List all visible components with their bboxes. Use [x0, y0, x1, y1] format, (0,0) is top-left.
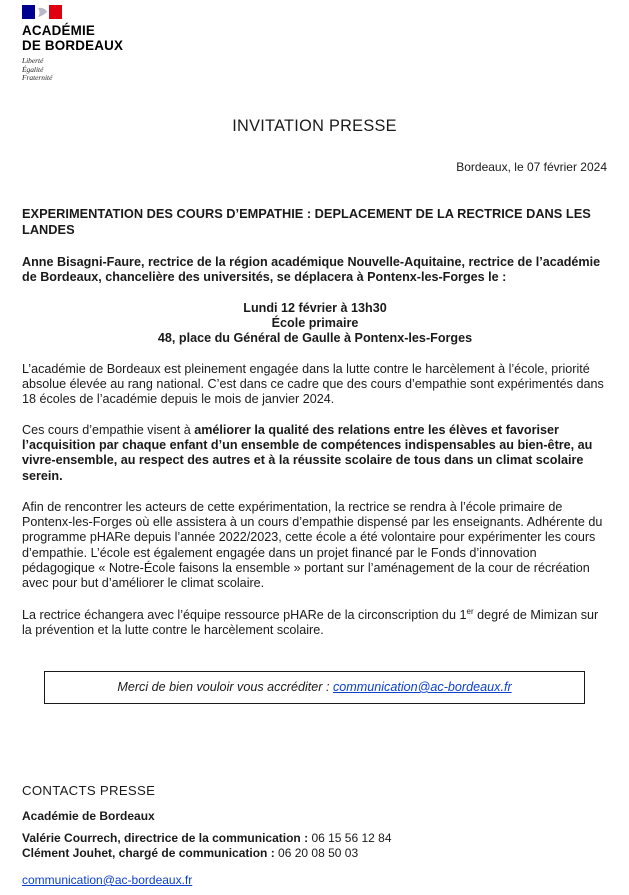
contact-person-2: [22, 846, 392, 861]
accreditation-text: Merci de bien vouloir vous accréditer :: [117, 679, 333, 694]
marianne-flag-icon: [22, 5, 62, 19]
paragraph-visit: Afin de rencontrer les acteurs de cette expérimentation, la rectrice se rendra à l’école primaire de Pontenx-les-Forges où elle assistera à un cours d’empathie dispensé par les enseignants. Adhérente du programme pHARe depuis l’année 2022/2023, cette école a été volontaire pour expérimenter les cours d’empathie. L’école est également engagée dans un projet financé par le Fonds d’innovation pédagogique « Notre-École faisons la ensemble » portant sur l’aménagement de la cour de récréation avec pour but d’améliorer le climat scolaire.: [22, 500, 603, 591]
exchange-end: degré de Mimizan sur la prévention et la lutte contre le harcèlement scolaire.: [22, 608, 599, 638]
contacts-email-link[interactable]: communication@ac-bordeaux.fr: [22, 873, 193, 887]
event-datetime: Lundi 12 février à 13h30: [243, 301, 387, 315]
contacts-org: Académie de Bordeaux: [22, 809, 155, 823]
logo-name: [22, 24, 152, 53]
contact-person-1-name: Valérie Courrech, directrice de la communication :: [22, 831, 312, 845]
republic-motto: [22, 57, 152, 83]
event-details: [22, 301, 608, 347]
contacts-email: [22, 873, 192, 888]
contact-person-1-phone: 06 15 56 12 84: [311, 831, 392, 845]
document-date: Bordeaux, le 07 février 2024: [456, 160, 607, 174]
motto-egalite: Égalité: [22, 64, 44, 74]
accreditation-email-link[interactable]: communication@ac-bordeaux.fr: [332, 679, 512, 694]
contacts-title: CONTACTS PRESSE: [22, 783, 156, 798]
academie-logo: [22, 5, 152, 83]
logo-name-line1: ACADÉMIE: [22, 23, 96, 38]
objectives-bold: améliorer la qualité des relations entre les élèves et favoriser l’acquisition par chaque enfant d’un ensemble de compétences indispensables au bien-être, au vivre-ensemble, au respect des autres et à la réussite scolaire de tous dans un climat scolaire serein.: [22, 423, 593, 483]
accreditation-box: [44, 671, 585, 704]
paragraph-objectives: [22, 423, 608, 484]
motto-liberte: Liberté: [22, 56, 44, 65]
paragraph-exchange: [22, 608, 608, 638]
objectives-intro: Ces cours d’empathie visent à: [22, 423, 195, 437]
intro-paragraph: Anne Bisagni-Faure, rectrice de la région académique Nouvelle-Aquitaine, rectrice de l’académie de Bordeaux, chancelière des universités, se déplacera à Pontenx-les-Forges le :: [22, 255, 601, 285]
exchange-start: La rectrice échangera avec l’équipe ressource pHARe de la circonscription du 1: [22, 608, 467, 622]
contact-person-2-name: Clément Jouhet, chargé de communication :: [22, 845, 279, 860]
motto-fraternite: Fraternité: [22, 73, 53, 82]
contacts-people: [22, 831, 392, 860]
page-title: INVITATION PRESSE: [232, 117, 397, 135]
ordinal-superscript: er: [466, 606, 474, 616]
logo-name-line2: DE BORDEAUX: [22, 37, 124, 53]
event-address: 48, place du Général de Gaulle à Pontenx-les-Forges: [157, 331, 473, 346]
event-place: École primaire: [271, 316, 359, 331]
headline: EXPERIMENTATION DES COURS D’EMPATHIE : DEPLACEMENT DE LA RECTRICE DANS LES LANDES: [22, 206, 591, 237]
paragraph-context: L’académie de Bordeaux est pleinement engagée dans la lutte contre le harcèlement à l’école, priorité absolue élevée au rang national. C’est dans ce cadre que des cours d’empathie sont expérimentés dans 18 écoles de l’académie depuis le mois de janvier 2024.: [22, 362, 604, 407]
contact-person-2-phone: 06 20 08 50 03: [278, 845, 359, 860]
contact-person-1: [22, 831, 392, 846]
